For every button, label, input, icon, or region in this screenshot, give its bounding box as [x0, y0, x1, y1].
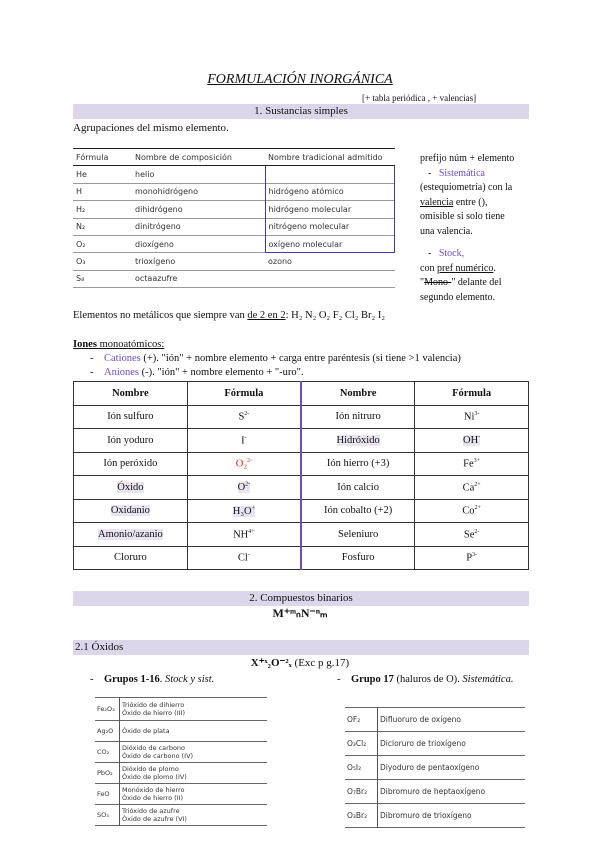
- cell: [265, 166, 395, 183]
- oxides-halide-table: [345, 707, 525, 828]
- ion-name: Óxido: [74, 476, 188, 500]
- ion-name: Oxidanio: [74, 499, 188, 523]
- ion-formula: $S^{2-}$: [187, 405, 301, 429]
- col-header: Fórmula: [73, 149, 132, 166]
- halide-name: Difluoruro de oxígeno: [380, 715, 462, 724]
- stock-text: .: [493, 262, 496, 274]
- table-row: [345, 756, 525, 780]
- stock-text: segundo elemento.: [420, 291, 495, 303]
- oxide-names: Trióxido de azufre Óxido de azufre (VI): [122, 807, 187, 823]
- cell: trioxígeno: [132, 253, 265, 270]
- cell: dihidrógeno: [132, 201, 265, 218]
- oxide-formula: X⁺ˣ₂O⁻²ₓ: [250, 657, 292, 669]
- ion-name: Ión calcio: [301, 476, 415, 500]
- stock-text: " delante del: [451, 277, 502, 288]
- halide-formula-cell: O₅I₂: [345, 756, 378, 780]
- cations-label: Cationes: [104, 353, 141, 364]
- binary-formula: M⁺ᵐₙN⁻ⁿₘ: [272, 606, 328, 620]
- table-row: [74, 523, 529, 547]
- page-title: FORMULACIÓN INORGÁNICA: [207, 72, 393, 87]
- halide-formula-cell: O₇Br₂: [345, 780, 378, 804]
- ions-heading-bold: Iones: [73, 339, 97, 350]
- table-row: [95, 721, 267, 742]
- table-row: [95, 742, 267, 763]
- cell: He: [73, 166, 132, 183]
- ion-name: Amonio/azanio: [74, 523, 188, 547]
- ion-formula: $Co^{2+}$: [415, 499, 529, 523]
- table-row: [74, 499, 529, 523]
- section-1-heading: 1. Sustancias simples: [73, 104, 529, 119]
- ion-name: Ión hierro (+3): [301, 452, 415, 476]
- table-row: [74, 452, 529, 476]
- oxide-formula-line: [0, 656, 600, 669]
- table-row: [73, 183, 395, 200]
- ion-formula: Cl-: [187, 546, 301, 570]
- bullet: -: [428, 248, 432, 259]
- oxide-names: Óxido de plata: [122, 727, 170, 735]
- halide-formula-cell: O₃Cl₂: [345, 732, 378, 756]
- ion-name: Ión cobalto (+2): [301, 499, 415, 523]
- stock-text: con: [420, 262, 437, 274]
- diatomic-list: : H₂ N₂ O₂ F₂ Cl₂ Br₂ I₂: [285, 310, 385, 321]
- diatomic-line: [73, 310, 385, 321]
- oxide-formula-cell: Ag₂O: [95, 721, 120, 742]
- table-row: [73, 253, 395, 270]
- ion-name: Fosfuro: [301, 546, 415, 570]
- group-17-italic: Sistemática.: [462, 674, 514, 685]
- ion-formula: O₂$^{2-}$: [187, 452, 301, 476]
- col-header: Fórmula: [415, 382, 529, 406]
- cell: dioxígeno: [132, 235, 265, 252]
- table-row: [95, 805, 267, 826]
- mono-term: Mono-: [424, 277, 452, 288]
- halide-name: Dicloruro de trioxígeno: [380, 739, 466, 748]
- sist-text: (estequiometría) con la: [420, 182, 513, 193]
- cell: O₂: [73, 235, 132, 252]
- ion-name: Seleniuro: [301, 523, 415, 547]
- table-row: [74, 546, 529, 570]
- col-header: Nombre tradicional admitido: [265, 149, 395, 166]
- ions-table: [73, 381, 529, 570]
- anions-text: (-). "ión" + nombre elemento + "-uro".: [139, 367, 304, 378]
- cell: octaazufre: [132, 270, 265, 287]
- table-row: [73, 270, 395, 287]
- oxide-names: Dióxido de plomo Óxido de plomo (IV): [122, 765, 187, 781]
- table-row: [74, 476, 529, 500]
- cell: helio: [132, 166, 265, 183]
- section-2-heading: 2. Compuestos binarios: [73, 591, 529, 606]
- ion-formula: OH-: [415, 429, 529, 453]
- oxide-formula-cell: Fe₂O₃: [95, 698, 120, 721]
- cell: S₈: [73, 270, 132, 287]
- halide-name: Dibromuro de trioxígeno: [380, 811, 472, 820]
- oxide-formula-cell: CO₂: [95, 742, 120, 763]
- ion-formula: $Ca^{2+}$: [415, 476, 529, 500]
- col-header: Nombre de composición: [132, 149, 265, 166]
- cations-text: (+). "ión" + nombre elemento + carga entre paréntesis (si tiene >1 valencia): [140, 353, 461, 364]
- ion-name: Ión peróxido: [74, 452, 188, 476]
- table-row: [74, 405, 529, 429]
- oxide-names: Dióxido de carbono Óxido de carbono (IV): [122, 744, 194, 760]
- ion-formula: $NH^{4+}$: [187, 523, 301, 547]
- halide-name: Diyoduro de pentaoxígeno: [380, 763, 480, 772]
- cell: monohidrógeno: [132, 183, 265, 200]
- ion-formula: I-: [187, 429, 301, 453]
- group-17-line: - Grupo 17 (haluros de O). Sistemática.: [337, 674, 514, 685]
- sistematica-label: Sistemática: [438, 167, 485, 179]
- ion-formula: $Fe^{3+}$: [415, 452, 529, 476]
- cell: oxígeno molecular: [265, 235, 395, 252]
- table-row: [95, 698, 267, 721]
- nomenclature-notes: [420, 152, 540, 305]
- simple-substances-table: [73, 148, 395, 288]
- ion-name: Ión nitruro: [301, 405, 415, 429]
- table-row: [74, 429, 529, 453]
- oxide-names: Trióxido de dihierro Óxido de hierro (III): [122, 701, 186, 717]
- table-row: [73, 201, 395, 218]
- table-row: [95, 763, 267, 784]
- oxides-stock-table: [95, 697, 267, 826]
- sist-text: una valencia.: [420, 225, 473, 237]
- quote: ": [420, 277, 425, 288]
- table-row: [95, 784, 267, 805]
- table-row: [345, 780, 525, 804]
- bullet: -: [428, 167, 432, 179]
- col-header: Nombre: [74, 382, 188, 406]
- oxide-formula-cell: SO₃: [95, 805, 120, 826]
- cell: ozono: [265, 253, 395, 270]
- halide-name: Dibromuro de heptaoxígeno: [380, 787, 486, 796]
- ion-formula: $Ni^{3-}$: [415, 405, 529, 429]
- header-note: [+ tabla periódica , + valencias]: [362, 93, 477, 103]
- ion-formula: $O^{2-}$: [187, 476, 301, 500]
- prefix-rule: prefijo núm + elemento: [420, 153, 515, 164]
- cell: hidrógeno molecular: [265, 201, 395, 218]
- cell: nitrógeno molecular: [265, 218, 395, 235]
- oxide-formula-note: (Exc p g.17): [291, 657, 350, 669]
- table-row: [73, 235, 395, 252]
- ion-name: Cloruro: [74, 546, 188, 570]
- ion-name: Hidróxido: [301, 429, 415, 453]
- table-header-row: [74, 382, 529, 406]
- groups-1-16-line: - Grupos 1-16. Stock y sist.: [90, 674, 215, 685]
- table-row: [73, 218, 395, 235]
- ions-heading-rest: monoatómicos:: [96, 339, 165, 350]
- ion-formula: H₃O+: [187, 499, 301, 523]
- table-row: [345, 732, 525, 756]
- halide-formula-cell: OF₂: [345, 708, 378, 732]
- sist-text: entre (),: [453, 196, 488, 208]
- diatomic-prefix: Elementos no metálicos que siempre van: [73, 310, 248, 321]
- table-row: [73, 166, 395, 183]
- ion-name: Ión sulfuro: [74, 405, 188, 429]
- valencia-term: valencia: [420, 196, 454, 208]
- anions-line: - Aniones (-). "ión" + nombre elemento + "-uro".: [90, 367, 304, 378]
- groups-1-16-bold: Grupos 1-16: [104, 674, 160, 685]
- diatomic-link: de 2 en 2: [247, 310, 286, 321]
- groups-1-16-italic: Stock y sist.: [164, 674, 215, 685]
- cell: N₂: [73, 218, 132, 235]
- group-17-bold: Grupo 17: [351, 674, 394, 685]
- oxide-names: Monóxido de hierro Óxido de hierro (II): [122, 786, 185, 802]
- cell: [265, 270, 395, 287]
- cell: H: [73, 183, 132, 200]
- cell: O₃: [73, 253, 132, 270]
- stock-label: Stock,: [438, 248, 465, 259]
- ion-name: Ión yoduro: [74, 429, 188, 453]
- col-header: Nombre: [301, 382, 415, 406]
- cell: hidrógeno atómico: [265, 183, 395, 200]
- anions-label: Aniones: [104, 367, 139, 378]
- cations-line: - Cationes (+). "ión" + nombre elemento + carga entre paréntesis (si tiene >1 valencia): [90, 353, 461, 364]
- sist-text: omisible si solo tiene: [420, 211, 505, 222]
- table-row: [345, 708, 525, 732]
- section-1-subtitle: Agrupaciones del mismo elemento.: [73, 122, 229, 134]
- col-header: Fórmula: [187, 382, 301, 406]
- table-row: [345, 804, 525, 828]
- cell: H₂: [73, 201, 132, 218]
- ion-formula: $Se^{2-}$: [415, 523, 529, 547]
- ion-formula: $P^{3-}$: [415, 546, 529, 570]
- oxide-formula-cell: PbO₂: [95, 763, 120, 784]
- oxides-heading: 2.1 Óxidos: [73, 640, 529, 655]
- pref-term: pref numérico: [436, 262, 494, 274]
- oxide-formula-cell: FeO: [95, 784, 120, 805]
- halide-formula-cell: O₃Br₂: [345, 804, 378, 828]
- cell: dinitrógeno: [132, 218, 265, 235]
- ions-heading: [73, 339, 164, 350]
